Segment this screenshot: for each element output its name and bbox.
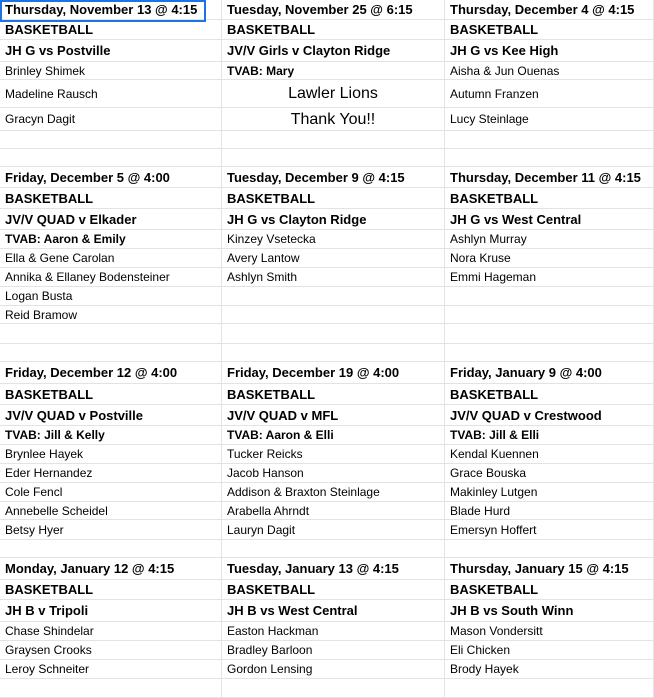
tvab-cell[interactable]: TVAB: Jill & Kelly xyxy=(0,426,222,445)
worker-name-cell[interactable]: Avery Lantow xyxy=(222,249,445,268)
event-date-cell[interactable]: Thursday, November 13 @ 4:15 xyxy=(0,0,222,20)
empty-cell[interactable] xyxy=(222,287,445,306)
empty-cell[interactable] xyxy=(222,131,445,149)
empty-cell[interactable] xyxy=(0,131,222,149)
empty-cell[interactable] xyxy=(222,324,445,344)
sport-cell[interactable]: BASKETBALL xyxy=(445,384,654,405)
empty-cell[interactable] xyxy=(445,679,654,698)
empty-cell[interactable] xyxy=(445,287,654,306)
matchup-cell[interactable]: JH G vs Kee High xyxy=(445,40,654,62)
worker-name-cell[interactable]: Addison & Braxton Steinlage xyxy=(222,483,445,502)
worker-name-cell[interactable]: Aisha & Jun Ouenas xyxy=(445,62,654,80)
message-cell[interactable]: Lawler Lions xyxy=(222,80,445,108)
empty-cell[interactable] xyxy=(445,149,654,167)
tvab-cell[interactable]: TVAB: Aaron & Elli xyxy=(222,426,445,445)
empty-cell[interactable] xyxy=(445,306,654,324)
worker-name-cell[interactable]: Jacob Hanson xyxy=(222,464,445,483)
empty-cell[interactable] xyxy=(222,306,445,324)
empty-cell[interactable] xyxy=(445,324,654,344)
empty-cell[interactable] xyxy=(445,540,654,558)
sport-cell[interactable]: BASKETBALL xyxy=(0,20,222,40)
matchup-cell[interactable]: JH G vs Postville xyxy=(0,40,222,62)
worker-name-cell[interactable]: Reid Bramow xyxy=(0,306,222,324)
empty-cell[interactable] xyxy=(222,344,445,362)
event-date-cell[interactable]: Friday, December 12 @ 4:00 xyxy=(0,362,222,384)
matchup-cell[interactable]: JH B vs South Winn xyxy=(445,600,654,622)
worker-name-cell[interactable]: Brody Hayek xyxy=(445,660,654,679)
worker-name-cell[interactable]: Brinley Shimek xyxy=(0,62,222,80)
worker-name-cell[interactable]: Madeline Rausch xyxy=(0,80,222,108)
worker-name-cell[interactable]: Emmi Hageman xyxy=(445,268,654,287)
worker-name-cell[interactable]: Blade Hurd xyxy=(445,502,654,520)
empty-cell[interactable] xyxy=(445,344,654,362)
worker-name-cell[interactable]: Cole Fencl xyxy=(0,483,222,502)
sport-cell[interactable]: BASKETBALL xyxy=(445,188,654,209)
worker-name-cell[interactable]: Mason Vondersitt xyxy=(445,622,654,641)
worker-name-cell[interactable]: Leroy Schneiter xyxy=(0,660,222,679)
worker-name-cell[interactable]: Autumn Franzen xyxy=(445,80,654,108)
empty-cell[interactable] xyxy=(222,540,445,558)
sport-cell[interactable]: BASKETBALL xyxy=(445,20,654,40)
worker-name-cell[interactable]: Ella & Gene Carolan xyxy=(0,249,222,268)
empty-cell[interactable] xyxy=(0,344,222,362)
event-date-cell[interactable]: Friday, January 9 @ 4:00 xyxy=(445,362,654,384)
worker-name-cell[interactable]: Lucy Steinlage xyxy=(445,108,654,131)
worker-name-cell[interactable]: Nora Kruse xyxy=(445,249,654,268)
worker-name-cell[interactable]: Gordon Lensing xyxy=(222,660,445,679)
worker-name-cell[interactable]: Ashlyn Smith xyxy=(222,268,445,287)
worker-name-cell[interactable]: Eli Chicken xyxy=(445,641,654,660)
matchup-cell[interactable]: JV/V QUAD v Postville xyxy=(0,405,222,426)
event-date-cell[interactable]: Thursday, December 11 @ 4:15 xyxy=(445,167,654,188)
matchup-cell[interactable]: JV/V QUAD v Elkader xyxy=(0,209,222,230)
sport-cell[interactable]: BASKETBALL xyxy=(0,384,222,405)
sport-cell[interactable]: BASKETBALL xyxy=(222,20,445,40)
event-date-cell[interactable]: Tuesday, December 9 @ 4:15 xyxy=(222,167,445,188)
event-date-cell[interactable]: Thursday, January 15 @ 4:15 xyxy=(445,558,654,580)
sport-cell[interactable]: BASKETBALL xyxy=(0,188,222,209)
event-date-cell[interactable]: Tuesday, January 13 @ 4:15 xyxy=(222,558,445,580)
worker-name-cell[interactable]: Eder Hernandez xyxy=(0,464,222,483)
sport-cell[interactable]: BASKETBALL xyxy=(222,580,445,600)
empty-cell[interactable] xyxy=(0,679,222,698)
worker-name-cell[interactable]: Logan Busta xyxy=(0,287,222,306)
worker-name-cell[interactable]: Arabella Ahrndt xyxy=(222,502,445,520)
worker-name-cell[interactable]: Emersyn Hoffert xyxy=(445,520,654,540)
sport-cell[interactable]: BASKETBALL xyxy=(222,384,445,405)
worker-name-cell[interactable]: Ashlyn Murray xyxy=(445,230,654,249)
event-date-cell[interactable]: Friday, December 5 @ 4:00 xyxy=(0,167,222,188)
empty-cell[interactable] xyxy=(222,149,445,167)
matchup-cell[interactable]: JV/V QUAD v MFL xyxy=(222,405,445,426)
empty-cell[interactable] xyxy=(222,679,445,698)
event-date-cell[interactable]: Monday, January 12 @ 4:15 xyxy=(0,558,222,580)
worker-name-cell[interactable]: Kinzey Vsetecka xyxy=(222,230,445,249)
worker-name-cell[interactable]: Makinley Lutgen xyxy=(445,483,654,502)
sport-cell[interactable]: BASKETBALL xyxy=(445,580,654,600)
matchup-cell[interactable]: JV/V QUAD v Crestwood xyxy=(445,405,654,426)
event-date-cell[interactable]: Tuesday, November 25 @ 6:15 xyxy=(222,0,445,20)
event-date-cell[interactable]: Thursday, December 4 @ 4:15 xyxy=(445,0,654,20)
tvab-cell[interactable]: TVAB: Aaron & Emily xyxy=(0,230,222,249)
worker-name-cell[interactable]: Gracyn Dagit xyxy=(0,108,222,131)
worker-name-cell[interactable]: Grace Bouska xyxy=(445,464,654,483)
matchup-cell[interactable]: JH B vs West Central xyxy=(222,600,445,622)
empty-cell[interactable] xyxy=(0,540,222,558)
message-cell[interactable]: Thank You!! xyxy=(222,108,445,131)
matchup-cell[interactable]: JH B v Tripoli xyxy=(0,600,222,622)
sport-cell[interactable]: BASKETBALL xyxy=(0,580,222,600)
worker-name-cell[interactable]: Annebelle Scheidel xyxy=(0,502,222,520)
empty-cell[interactable] xyxy=(445,131,654,149)
worker-name-cell[interactable]: Bradley Barloon xyxy=(222,641,445,660)
worker-name-cell[interactable]: Chase Shindelar xyxy=(0,622,222,641)
matchup-cell[interactable]: JV/V Girls v Clayton Ridge xyxy=(222,40,445,62)
sport-cell[interactable]: BASKETBALL xyxy=(222,188,445,209)
event-date-cell[interactable]: Friday, December 19 @ 4:00 xyxy=(222,362,445,384)
empty-cell[interactable] xyxy=(0,149,222,167)
tvab-cell[interactable]: TVAB: Mary xyxy=(222,62,445,80)
worker-name-cell[interactable]: Graysen Crooks xyxy=(0,641,222,660)
empty-cell[interactable] xyxy=(0,324,222,344)
worker-name-cell[interactable]: Lauryn Dagit xyxy=(222,520,445,540)
worker-name-cell[interactable]: Betsy Hyer xyxy=(0,520,222,540)
matchup-cell[interactable]: JH G vs West Central xyxy=(445,209,654,230)
worker-name-cell[interactable]: Annika & Ellaney Bodensteiner xyxy=(0,268,222,287)
worker-name-cell[interactable]: Tucker Reicks xyxy=(222,445,445,464)
matchup-cell[interactable]: JH G vs Clayton Ridge xyxy=(222,209,445,230)
worker-name-cell[interactable]: Easton Hackman xyxy=(222,622,445,641)
worker-name-cell[interactable]: Kendal Kuennen xyxy=(445,445,654,464)
worker-name-cell[interactable]: Brynlee Hayek xyxy=(0,445,222,464)
tvab-cell[interactable]: TVAB: Jill & Elli xyxy=(445,426,654,445)
